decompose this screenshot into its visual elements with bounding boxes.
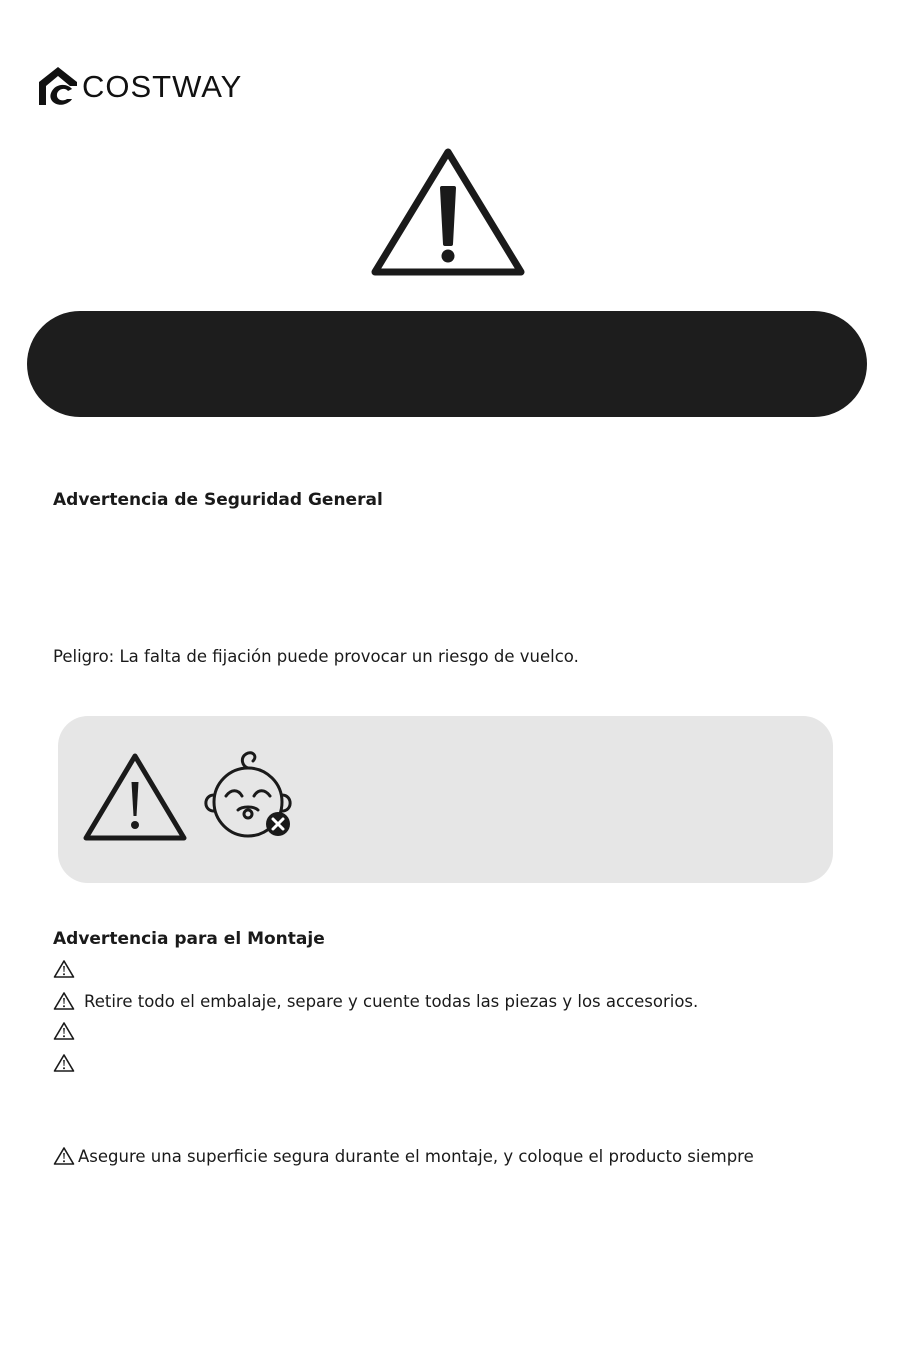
child-warning-panel (58, 716, 833, 883)
assembly-warning-item (53, 959, 84, 979)
warning-triangle-icon (370, 146, 526, 282)
assembly-warning-item (53, 1146, 754, 1166)
warning-banner (27, 311, 867, 417)
assembly-warning-item (53, 1021, 84, 1041)
house-logo-icon (37, 65, 79, 107)
tip-over-danger-text: Peligro: La falta de fijación puede provocar un riesgo de vuelco. (53, 647, 579, 666)
warning-triangle-icon (82, 752, 188, 842)
small-warning-icon (53, 991, 75, 1011)
brand-logo (37, 64, 242, 108)
assembly-warning-item (53, 991, 698, 1011)
small-warning-icon (53, 959, 75, 979)
small-warning-icon (53, 1021, 75, 1041)
assembly-warning-heading: Advertencia para el Montaje (53, 929, 325, 949)
assembly-warning-text: Asegure una superficie segura durante el montaje, y coloque el producto siempre (78, 1146, 754, 1166)
assembly-warning-text: Retire todo el embalaje, separe y cuente todas las piezas y los accesorios. (84, 991, 699, 1011)
general-safety-heading: Advertencia de Seguridad General (53, 490, 383, 510)
small-warning-icon (53, 1146, 75, 1166)
baby-face-icon (198, 740, 294, 840)
assembly-warning-item (53, 1053, 84, 1073)
brand-name: COSTWAY (82, 68, 243, 104)
small-warning-icon (53, 1053, 75, 1073)
